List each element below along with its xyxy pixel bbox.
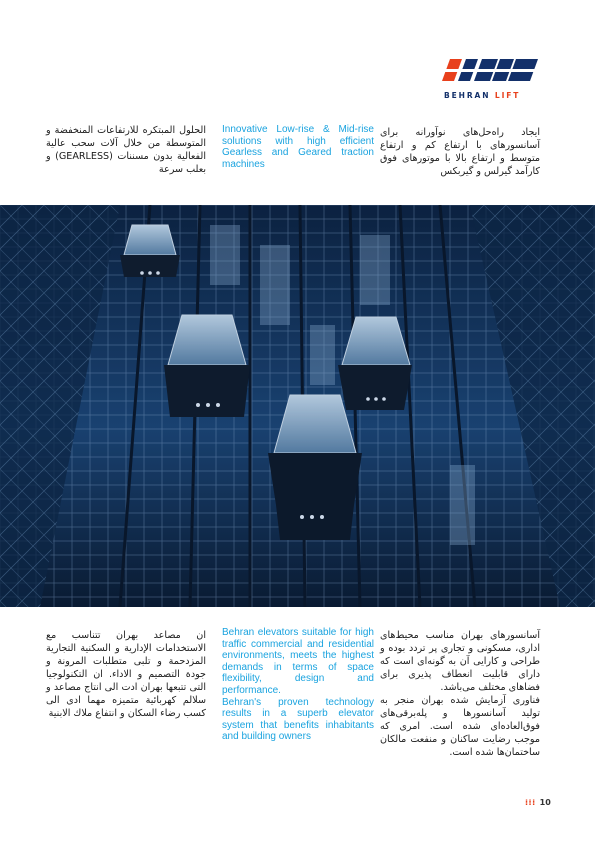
english-paragraph-1: Behran elevators suitable for high traffic commercial and residential environments, meets the highest demands in terms of space flexibility, design and performance. <box>222 627 374 696</box>
persian-paragraph-2: فناوری آزمایش شده بهران منجر به تولید آسانسورها و پله‌برقی‌های فوق‌العاده‌ای شده است. امری که موجب رضایت ساکنان و منفعت مالکان ساختمان‌ها شده است. <box>380 695 540 758</box>
behran-lift-logo <box>440 55 540 105</box>
persian-intro-text: ایجاد راه‌حل‌های نوآورانه برای آسانسورهای با ارتفاع کم و ارتفاع متوسط و ارتفاع بالا با موتورهای فوق کارآمد گیرلس و گیربکس <box>380 127 540 177</box>
arabic-body-text: ان مصاعد بهران تتناسب مع الاستخدامات الإدارية و السكنية التجارية المزدحمة و تلبى متطلبات المرونة و جودة التصميم و الاداء. ان التكنولوجيا التى تتبعها بهران ادت الى انتاج مصاعد و سلالم كهربائية متميزه مهما ادى الى كسب رضاء السكان و انتفاع ملاك الابنية <box>46 630 206 719</box>
dots-icon: ⁞⁞⁞ <box>525 798 536 807</box>
english-intro-text: Innovative Low-rise & Mid-rise solutions with high efficient Gearless and Geared traction machines <box>222 124 374 170</box>
glass-elevators-photo <box>0 205 595 607</box>
english-body-text <box>222 627 374 743</box>
brand-name <box>444 91 520 100</box>
persian-paragraph-1: آسانسورهای بهران مناسب محیط‌های اداری، مسکونی و تجاری پر تردد بوده و طراحی و کارایی آن به گونه‌ای است که دارای قابلیت انعطاف پذیری برای فضاهای مختلف می‌باشد. <box>380 630 540 693</box>
elevator-shaft-illustration <box>0 205 595 607</box>
brand-name-part1: BEHRAN <box>444 91 491 100</box>
arabic-intro-text: الحلول المبتكره للارتفاعات المنخفضة و المتوسطة من خلال آلات سحب عالية الفعالية بدون مسننات (GEARLESS) و بعلب سرعة <box>46 125 206 175</box>
persian-body-text <box>380 629 540 759</box>
brand-name-part2: LIFT <box>494 91 521 100</box>
page-number: 10 <box>539 798 551 807</box>
page-footer <box>525 798 551 807</box>
english-paragraph-2: Behran's proven technology results in a superb elevator system that benefits inhabitants and building owners <box>222 696 374 743</box>
logo-mark-icon <box>442 55 538 89</box>
